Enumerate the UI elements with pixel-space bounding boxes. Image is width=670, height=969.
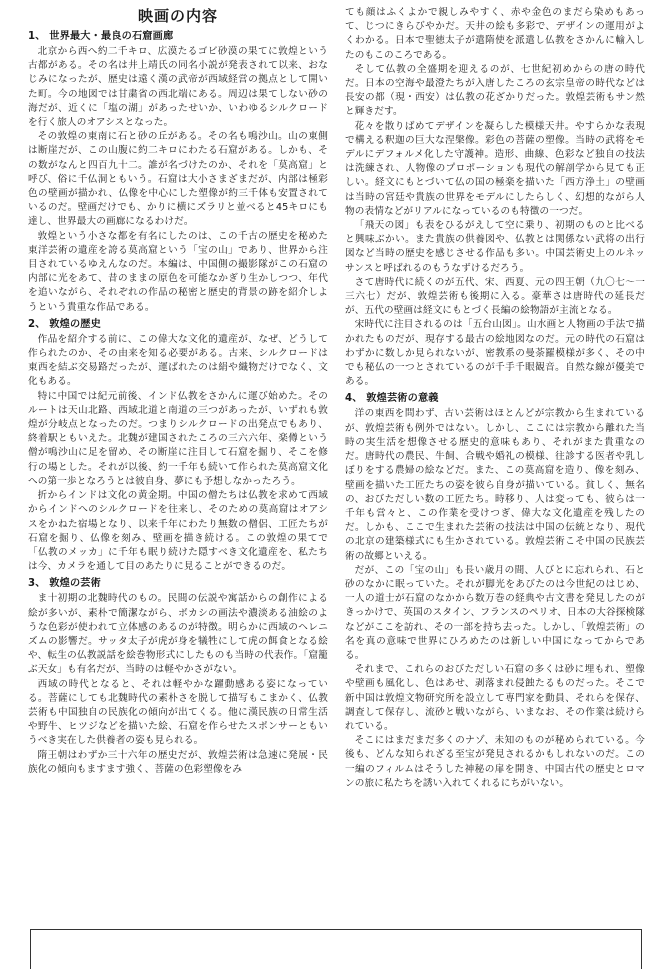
paragraph: ても顔はふくよかで親しみやすく、赤や金色のまだら染めもあって、じつにきらびやかだ。天井の絵も多彩で、デザインの運用がよくわかる。日本で聖徳太子が遣隋使を派遣し仏教をさかんに輸入したのもこのころである。: [345, 7, 645, 61]
paragraph: 宋時代に注目されるのは「五台山図」。山水画と人物画の手法で描かれたものだが、現存する最古の絵地図なのだ。元の時代の石窟はわずかに数しか見られないが、密教系の曼荼羅模様が多く、その中でも秘仏の一つとされているのが千手千眼観音。自然な線が優美である。: [345, 319, 645, 388]
paragraph: そこにはまだまだ多くのナゾ、未知のものが秘められている。今後も、どんな知られざる至宝が発見されるかもしれないのだ。この一編のフィルムはそうした神秘の扉を開き、中国古代の歴史とロマンの旅に私たちを誘い入れてくれるにちがいない。: [345, 735, 645, 789]
paragraph: それまで、これらのおびただしい石窟の多くは砂に埋もれ、塑像や壁画も風化し、色はあせ、剥落まれ侵蝕たるものだった。そこで新中国は敦煌文物研究所を設立して専門家を動員、それらを保存、調査して保存し、流砂と戦いながら、いまなお、その作業は続けられている。: [345, 664, 645, 732]
paragraph: 花々を散りばめてデザインを凝らした模様天井。やすらかな表現で構える釈迦の巨大な涅槃像。彩色の菩薩の塑像。当時の武将をモデルにデフォルメ化した守護神。造形、曲線、色彩など独自の技法は洗練され、人物像のプロポーションも現代の解剖学から見ても正しい。経文にもとづいて仏の国の極楽を描いた「西方浄土」の壁画は当時の宮廷や貴族の世界をモデルにしたらしく、幻想的ながら人物の表情などがリアルになっているのも特徴の一つだ。: [345, 120, 645, 217]
paragraph: 作品を紹介する前に、この偉大な文化的遺産が、なぜ、どうして作られたのか、その由来を知る必要がある。古来、シルクロードは東西を結ぶ交易路だったが、運ばれたのは絹や織物だけでなく、文化もある。: [28, 333, 328, 388]
bottom-frame: [30, 929, 642, 969]
section-heading: 1、 世界最大・最良の石窟画廊: [28, 31, 174, 42]
document-title: 映画の内容: [137, 7, 218, 25]
paragraph: 隋王朝はわずか三十六年の歴史だが、敦煌芸術は急速に発展・民族化の傾向もますます強く、菩薩の色彩塑像をみ: [28, 749, 328, 775]
paragraph: 敦煌という小さな都を有名にしたのは、この千古の歴史を秘めた東洋芸術の遺産を誇る莫高窟という「宝の山」であり、世界から注目されているゆえんなのだ。本編は、中国側の撮影隊がこの石窟の内部に光をあて、昔のままの原色を可能なかぎり生かしつつ、年代を追いながら、それぞれの作品の秘密と歴史的背景の跡を紹介しようという貴重な作品である。: [28, 230, 328, 313]
right-column: [345, 6, 645, 791]
paragraph: だが、この「宝の山」も長い歳月の間、人びとに忘れられ、石と砂のなかに眠っていた。それが脚光をあびたのは今世紀のはじめ、一人の道士が石窟のなかから数万巻の経典や古文書を発見したのがきっかけで、英国のスタイン、フランスのペリオ、日本の大谷探検隊などがここを訪れ、その一部を持ち去った。しかし、「敦煌芸術」の名を真の意味で世界にひろめたのは新しい中国になってからである。: [345, 564, 645, 661]
paragraph: 特に中国では紀元前後、インド仏教をさかんに運び始めた。そのルートは天山北路、西域北道と南道の三つがあったが、いずれも敦煌が分岐点となったのだ。つまりシルクロードの出発点でもあり、終着駅ともいえた。北魏が建国されたころの三六六年、楽僔という僧が鳴沙山に足を留め、その断崖に注目して石窟を掘り、そこを修行の場とした。それが以後、約一千年も続いて作られた莫高窟文化への第一歩となろうとは彼自身、夢にも予想しなかったろう。: [28, 390, 328, 487]
paragraph: 洋の東西を問わず、古い芸術はほとんどが宗教から生まれているが、敦煌芸術も例外ではない。しかし、ここには宗教から離れた当時の実生活を想像させる歴史的意味もあり、それがまた貴重なのだ。唐時代の農民、牛飼、合戦や婚礼の模様、往診する医者や乳しぼりをする農婦の絵などだ。また、この莫高窟を造り、像を刻み、壁画を描いた工匠たちの姿を彼ら自身が描いている。貧しく、無名の、おびただしい数の工匠たち。時移り、人は変っても、彼らは一千年も営々と、この作業を受けつぎ、偉大な文化遺産を残したのだ。しかも、ここで生まれた芸術の技法は中国の伝統となり、現代の北京の建築様式にも生かされている。敦煌芸術こそ中国の民族芸術の故郷といえる。: [345, 408, 645, 562]
paragraph: 折からインドは文化の黄金期。中国の僧たちは仏教を求めて西域からインドへのシルクロードを往来し、そのための莫高窟はオアシスをかねた宿場となり、以来千年にわたり無数の僧侶、工匠たちが石窟を掘り、仏像を刻み、壁画を描き続ける。この敦煌の果てで「仏教のメッカ」に千年も眠り続けた隠すべき文化遺産を、私たちは今、カメラを通して目のあたりに見ることができるのだ。: [28, 490, 328, 573]
paragraph: 北京から西へ約二千キロ、広漠たるゴビ砂漠の果てに敦煌という古都がある。その名は井上靖氏の同名小説が発表されて以来、おなじみになったが、歴史は遠く漢の武帝が西域経営の拠点として開いた町。今の地図では甘粛省の西北端にある。周辺は果てしない砂の海だが、近くに「塩の湖」があったせいか、いわゆるシルクロードを行く旅人のオアシスとなった。: [28, 46, 328, 129]
section-heading: 3、 敦煌の芸術: [28, 578, 101, 590]
section-heading: 4、 敦煌芸術の意義: [345, 393, 439, 405]
paragraph: 西域の時代となると、それは軽やかな躍動感ある姿になっている。菩薩にしても北魏時代の素朴さを脱して描写もこまかく、仏教芸術も中国独自の民族化の傾向が出てくる。他に漢民族の日常生活や野牛、ヒツジなどを描いた絵、石窟を作らせたスポンサーともいうべき実在した供養者の姿も見られる。: [28, 678, 328, 747]
paragraph: 「飛天の図」も表をひるがえして空に乗り、初期のものと比べると興味ぶかい。また貴族の供養図や、仏教とは関係ない武将の出行図など当時の歴史を感じさせる作品も多い。中国芸術史上のルネッサンスと呼ばれるのもうなずけるだろう。: [345, 220, 645, 274]
paragraph: その敦煌の東南に石と砂の丘がある。その名も鳴沙山。山の東側は断崖だが、この山腹に約二キロにわたる石窟がある。しかも、その数がなんと四百九十二。誰が名づけたのか、それを「莫高窟」と呼び、俗に千仏洞ともいう。石窟は大小さまざまだが、内部は極彩色の壁画が描かれ、仏像を中心にした塑像が約三千体も安置されているのだ。壁画だけでも、かりに横にズラリと並べると45キロにも達し、世界最大の画廊になるわけだ。: [28, 131, 328, 228]
paragraph: ま十初期の北魏時代のもの。民間の伝説や寓話からの創作による絵が多いが、素朴で簡潔ながら、ボカシの画法や濃淡ある油絵のような色彩が使われて立体感のあるのが特徴。明らかに西域のヘレニズムの影響だ。サッタ太子が虎が身を犠牲にして虎の餌食となる絵や、転生の仏教説話を絵巻物形式にしたものも当時の代表作。「窟籠ぶ天女」も有名だが、当時のは軽やかさがない。: [28, 593, 328, 676]
section-heading: 2、 敦煌の歴史: [28, 318, 101, 330]
left-column: [28, 6, 328, 777]
paragraph: さて唐時代に続くのが五代、宋、西夏、元の四王朝（九〇七〜一三六七）だが、敦煌芸術も後期に入る。豪華さは唐時代の延長だが、五代の壁画は経文にもとづく長編の絵物語が主流となる。: [345, 276, 645, 317]
paragraph: そして仏教の全盛期を迎えるのが、七世紀初めからの唐の時代だ。日本の空海や最澄たちが入唐したころの玄宗皇帝の時代などは長安の都（現・西安）は仏教の花ざかりだった。敦煌芸術もサン然と輝きだす。: [345, 63, 645, 118]
